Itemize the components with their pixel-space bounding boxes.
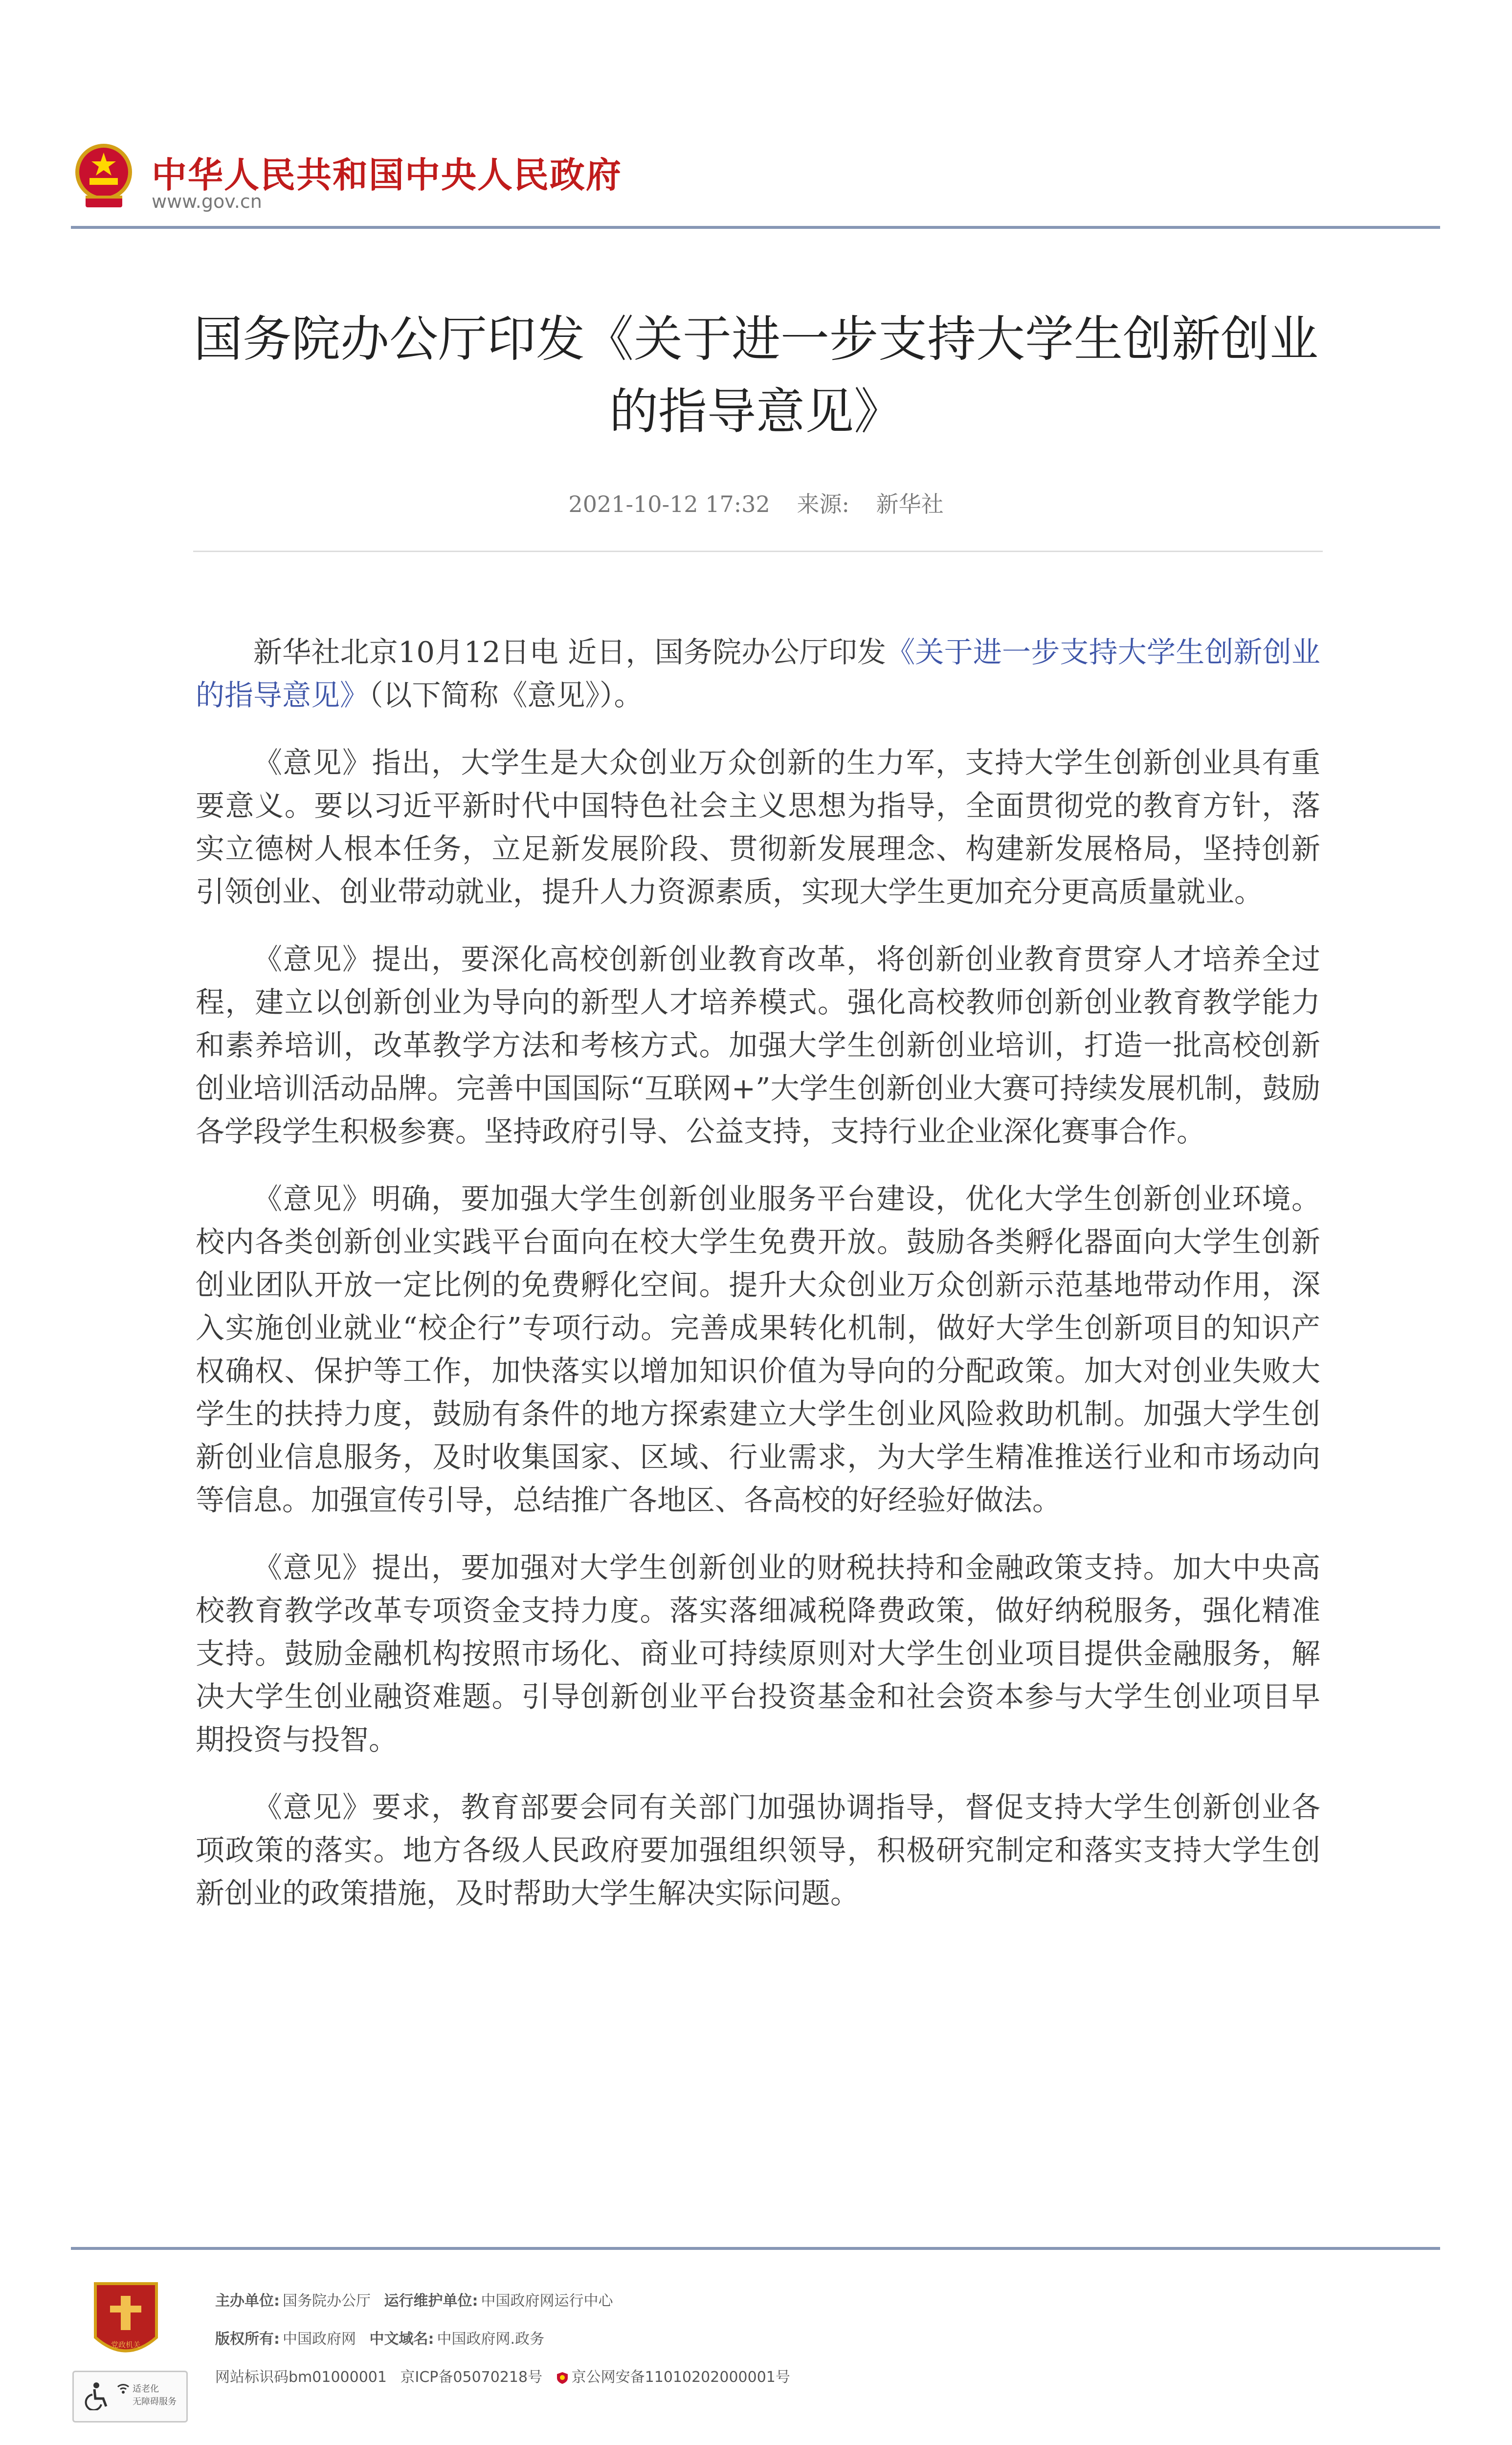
wheelchair-icon: [82, 2381, 111, 2410]
paragraph-6: 《意见》要求，教育部要会同有关部门加强协调指导，督促支持大学生创新创业各项政策的落实。地方各级人民政府要加强组织领导，积极研究制定和落实支持大学生创新创业的政策措施，及时帮助大学生解决实际问题。: [196, 1790, 1320, 1910]
footer-line-sponsor: [215, 2289, 799, 2314]
footer-info: [215, 2289, 799, 2403]
site-id-value: bm01000001: [289, 2369, 387, 2386]
badge-text: 党政机关: [111, 2340, 141, 2349]
signal-icon: [116, 2381, 131, 2396]
policy-document-link[interactable]: 《关于进一步支持大学生创新创业的指导意见》: [196, 635, 1320, 712]
copyright-value: 中国政府网: [283, 2331, 356, 2348]
paragraph-1-tail: （以下简称《意见》）。: [369, 678, 643, 712]
footer-line-registration: [215, 2365, 799, 2390]
sponsor-label: 主办单位:: [215, 2292, 280, 2310]
paragraph-4: 《意见》明确，要加强大学生创新创业服务平台建设，优化大学生创新创业环境。校内各类创新创业实践平台面向在校大学生免费开放。鼓励各类孵化器面向大学生创新创业团队开放一定比例的免费孵化空间。提升大众创业万众创新示范基地带动作用，深入实施创业就业“校企行”专项行动。完善成果转化机制，做好大学生创新项目的知识产权确权、保护等工作，加快落实以增加知识价值为导向的分配政策。加大对创业失败大学生的扶持力度，鼓励有条件的地方探索建立大学生创业风险救助机制。加强大学生创新创业信息服务，及时收集国家、区域、行业需求，为大学生精准推送行业和市场动向等信息。加强宣传引导，总结推广各地区、各高校的好经验好做法。: [196, 1182, 1320, 1517]
party-government-badge-icon[interactable]: [90, 2279, 161, 2364]
source-label: 来源:: [797, 491, 849, 517]
site-id-label: 网站标识码: [215, 2369, 289, 2386]
paragraph-5: 《意见》提出，要加强对大学生创新创业的财税扶持和金融政策支持。加大中央高校教育教学改革专项资金支持力度。落实落细减税降费政策，做好纳税服务，强化精准支持。鼓励金融机构按照市场化、商业可持续原则对大学生创业项目提供金融服务，解决大学生创业融资难题。引导创新创业平台投资基金和社会资本参与大学生创业项目早期投资与投智。: [196, 1551, 1320, 1756]
article-meta: [147, 487, 1365, 519]
accessibility-label: [133, 2383, 177, 2408]
icp-link[interactable]: 京ICP备05070218号: [400, 2369, 543, 2386]
domain-value: 中国政府网.政务: [437, 2331, 545, 2348]
national-emblem-icon[interactable]: [71, 142, 137, 215]
operator-value: 中国政府网运行中心: [481, 2292, 613, 2310]
domain-label: 中文域名:: [369, 2331, 434, 2348]
sponsor-value: 国务院办公厅: [283, 2292, 371, 2310]
operator-label: 运行维护单位:: [384, 2292, 478, 2310]
paragraph-1-lead: 新华社北京10月12日电 近日，国务院办公厅印发: [253, 635, 887, 669]
footer-divider: [71, 2247, 1440, 2250]
police-record-link[interactable]: 京公网安备11010202000001号: [571, 2369, 790, 2386]
source-name: 新华社: [876, 491, 944, 517]
site-title[interactable]: 中华人民共和国中央人民政府: [152, 155, 623, 196]
meta-divider: [193, 551, 1323, 552]
article-title: [147, 303, 1365, 448]
publish-date: 2021-10-12 17:32: [568, 491, 770, 517]
paragraph-1: [196, 631, 1320, 717]
accessibility-label-line-2: 无障碍服务: [133, 2397, 177, 2407]
footer-line-copyright: [215, 2327, 799, 2352]
paragraph-2: 《意见》指出，大学生是大众创业万众创新的生力军，支持大学生创新创业具有重要意义。要以习近平新时代中国特色社会主义思想为指导，全面贯彻党的教育方针，落实立德树人根本任务，立足新发展阶段、贯彻新发展理念、构建新发展格局，坚持创新引领创业、创业带动就业，提升人力资源素质，实现大学生更加充分更高质量就业。: [196, 746, 1320, 909]
article-title-line-2: 的指导意见》: [609, 383, 903, 440]
site-header: [71, 137, 1440, 235]
article-body: [196, 631, 1320, 1939]
police-badge-icon: [556, 2372, 569, 2384]
header-divider: [71, 226, 1440, 229]
article-title-line-1: 国务院办公厅印发《关于进一步支持大学生创新创业: [194, 311, 1318, 368]
copyright-label: 版权所有:: [215, 2331, 280, 2348]
paragraph-3: 《意见》提出，要深化高校创新创业教育改革，将创新创业教育贯穿人才培养全过程，建立以创新创业为导向的新型人才培养模式。强化高校教师创新创业教育教学能力和素养培训，改革教学方法和考核方式。加强大学生创新创业培训，打造一批高校创新创业培训活动品牌。完善中国国际“互联网+”大学生创新创业大赛可持续发展机制，鼓励各学段学生积极参赛。坚持政府引导、公益支持，支持行业企业深化赛事合作。: [196, 942, 1320, 1148]
accessibility-label-line-1: 适老化: [133, 2384, 159, 2394]
accessibility-service-button[interactable]: [72, 2371, 188, 2423]
site-url[interactable]: www.gov.cn: [152, 191, 262, 212]
